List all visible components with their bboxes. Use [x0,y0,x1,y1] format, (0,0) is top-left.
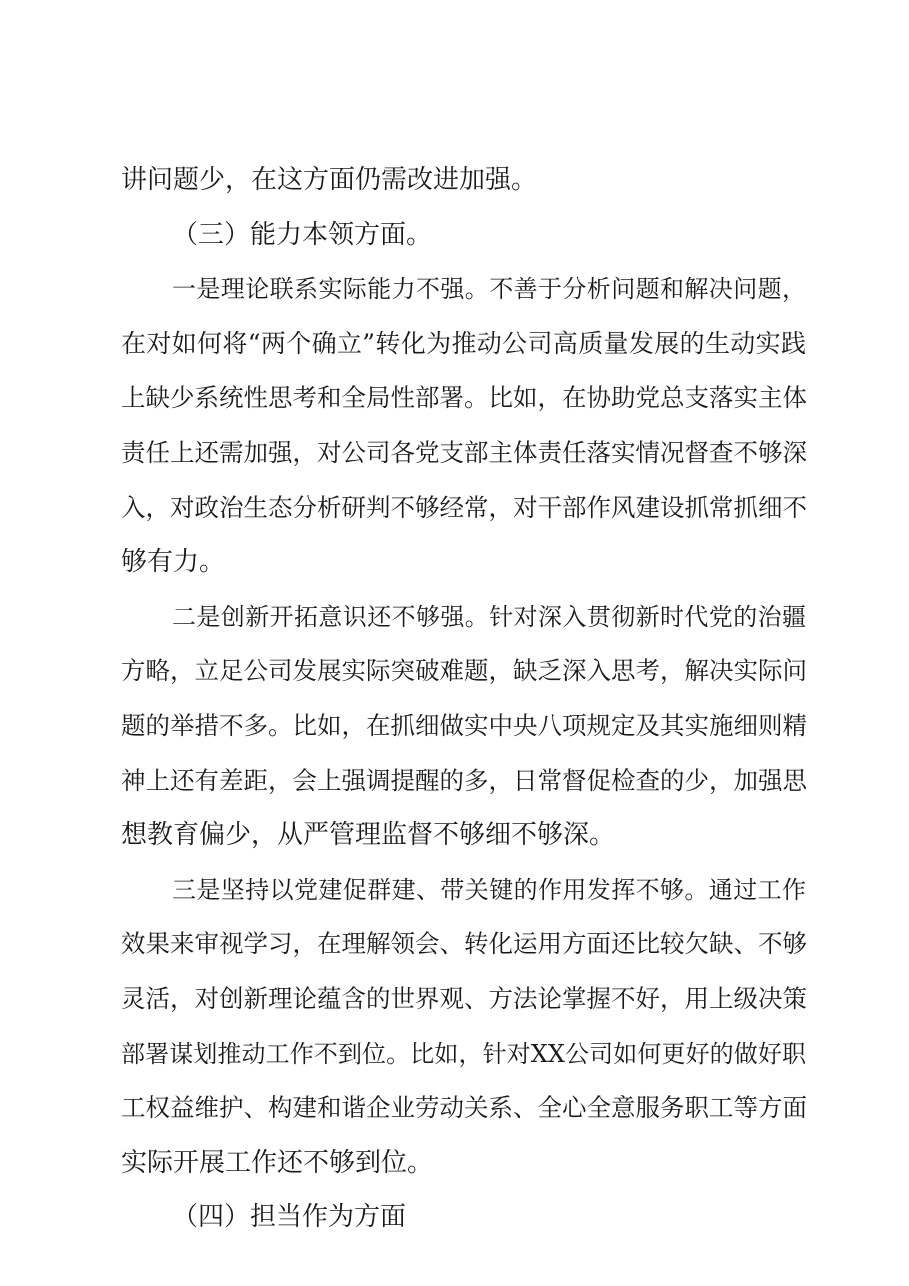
text-line: 入，对政治生态分析研判不够经常，对干部作风建设抓常抓细不 [121,493,807,522]
text-line: 方略，立足公司发展实际突破难题，缺乏深入思考，解决实际问 [121,656,807,685]
text-line: 灵活，对创新理论蕴含的世界观、方法论掌握不好，用上级决策 [121,984,807,1013]
text-line: 部署谋划推动工作不到位。比如，针对XX公司如何更好的做好职 [121,1040,806,1068]
text-line: 一是理论联系实际能力不强。不善于分析问题和解决问题， [172,275,806,303]
text-line: 神上还有差距，会上强调提醒的多，日常督促检查的少，加强思 [121,766,807,795]
text-line: 够有力。 [121,547,226,577]
text-line: 上缺少系统性思考和全局性部署。比如，在协助党总支落实主体 [121,383,807,412]
text-line: 题的举措不多。比如，在抓细做实中央八项规定及其实施细则精 [121,711,807,740]
text-line: 效果来审视学习，在理解领会、转化运用方面还比较欠缺、不够 [121,929,807,958]
text-line: 二是创新开拓意识还不够强。针对深入贯彻新时代党的治疆 [172,603,806,631]
text-line: 三是坚持以党建促群建、带关键的作用发挥不够。通过工作 [172,876,806,904]
text-line: 责任上还需加强，对公司各党支部主体责任落实情况督查不够深 [121,438,807,467]
text-line: 想教育偏少，从严管理监督不够细不够深。 [121,820,616,850]
section-heading: （三）能力本领方面。 [172,220,433,250]
text-line: 讲问题少，在这方面仍需改进加强。 [121,165,538,195]
text-line: 实际开展工作还不够到位。 [121,1148,434,1178]
text-line: 在对如何将“两个确立”转化为推动公司高质量发展的生动实践 [121,329,806,358]
section-heading: （四）担当作为方面 [172,1202,407,1232]
text-line: 工权益维护、构建和谐企业劳动关系、全心全意服务职工等方面 [121,1093,807,1122]
